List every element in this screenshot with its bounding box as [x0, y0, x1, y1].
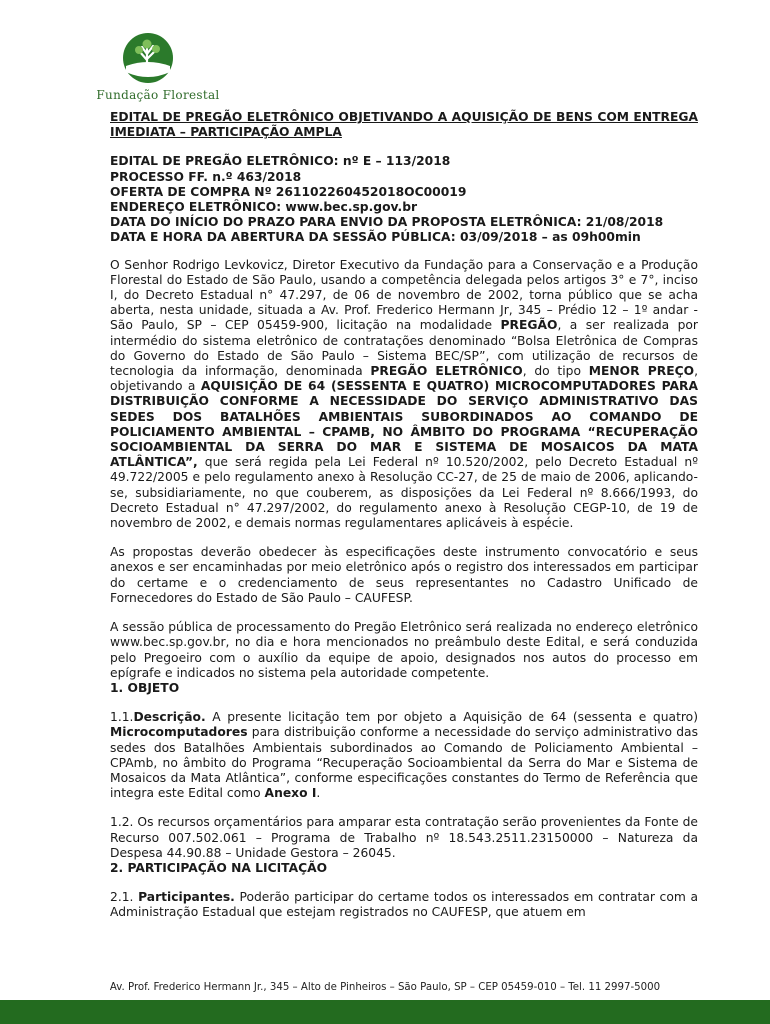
proposals-paragraph: As propostas deverão obedecer às especificações deste instrumento convocatório e seus anexos e ser encaminhadas por meio eletrônico após o registro dos interessados em participar do certame e o credenciamento de seus representantes no Cadastro Unificado de Fornecedores do Estado de São Paulo – CAUFESP. [110, 545, 698, 605]
section-1-1-text-e: . [316, 786, 321, 801]
session-opening-date: DATA E HORA DA ABERTURA DA SESSÃO PÚBLICA: 03/09/2018 – as 09h00min [110, 230, 641, 245]
tree-logo-icon [122, 32, 174, 84]
session-paragraph: A sessão pública de processamento do Pregão Eletrônico será realizada no endereço eletrônico www.bec.sp.gov.br, no dia e hora mencionados no preâmbulo deste Edital, e será conduzida pelo Pregoeiro com o auxílio da equipe de apoio, designados nos autos do processo em epígrafe e indicados no sistema pela autoridade competente. [110, 620, 698, 680]
intro-bold-pregao-eletronico: PREGÃO ELETRÔNICO [370, 364, 523, 379]
section-2-1-label: Participantes. [138, 890, 235, 905]
page-title: EDITAL DE PREGÃO ELETRÔNICO OBJETIVANDO A AQUISIÇÃO DE BENS COM ENTREGA IMEDIATA – PARTICIPAÇÃO AMPLA [110, 110, 698, 140]
section-2-1-paragraph [110, 890, 698, 920]
intro-bold-menor-preco: MENOR PREÇO [588, 364, 695, 379]
section-2-1-text: Poderão participar do certame todos os interessados em contratar com a Administração Estadual que estejam registrados no CAUFESP, que atuem em [110, 890, 698, 920]
footer-address: Av. Prof. Frederico Hermann Jr., 345 – Alto de Pinheiros – São Paulo, SP – CEP 05459-010 – Tel. 11 2997-5000 [109, 982, 661, 993]
section-1-1-text-c: para distribuição conforme a necessidade do serviço administrativo das sedes dos Batalhões Ambientais subordinados ao Comando de Policiamento Ambiental – CPAmb, no âmbito do Programa “Recuperação Socioambiental da Serra do Mar e Sistema de Mosaicos da Mata Atlântica”, conforme especificações constantes do Termo de Referência que integra este Edital como [110, 725, 698, 801]
section-1-1-number: 1.1. [110, 710, 134, 725]
section-2-1-number: 2.1. [110, 890, 139, 905]
proposal-start-date: DATA DO INÍCIO DO PRAZO PARA ENVIO DA PROPOSTA ELETRÔNICA: 21/08/2018 [110, 215, 664, 230]
section-2-heading: 2. PARTICIPAÇÃO NA LICITAÇÃO [110, 860, 328, 875]
intro-text-a: O Senhor Rodrigo Levkovicz, Diretor Executivo da Fundação para a Conservação e a Produção Florestal do Estado de São Paulo, usando a competência delegada pelos artigos 3° e 7°, inciso I, do Decreto Estadual n° 47.297, de 06 de novembro de 2002, torna público que se acha aberta, nesta unidade, situada a Av. Prof. Frederico Hermann Jr, 345 – Prédio 12 – 1º andar - São Paulo, SP – CEP 05459-900, licitação na modalidade [110, 257, 698, 333]
section-1-1-bold-anexo: Anexo I [264, 786, 317, 801]
fundacao-florestal-logo [96, 32, 220, 108]
document-body [110, 110, 698, 921]
intro-text-i: que será regida pela Lei Federal nº 10.520/2002, pelo Decreto Estadual nº 49.722/2005 e pelo regulamento anexo à Resolução CC-27, de 25 de maio de 2006, aplicando-se, subsidiariamente, no que couberem, as disposições da Lei Federal nº 8.666/1993, do Decreto Estadual n° 47.297/2002, do regulamento anexo à Resolução CEGP-10, de 19 de novembro de 2002, e demais normas regulamentares aplicáveis à espécie. [110, 455, 698, 531]
purchase-offer: OFERTA DE COMPRA Nº 261102260452018OC00019 [110, 184, 467, 199]
intro-text-e: , do tipo [522, 364, 589, 379]
section-1-heading: 1. OBJETO [110, 680, 180, 695]
process-number: PROCESSO FF. n.º 463/2018 [110, 169, 302, 184]
logo-name: Fundação Florestal [96, 88, 220, 102]
section-1-2-paragraph: 1.2. Os recursos orçamentários para amparar esta contratação serão provenientes da Fonte de Recurso 007.502.061 – Programa de Trabalho nº 18.543.2511.23150000 – Natureza da Despesa 44.90.88 – Unidade Gestora – 26045. [110, 815, 698, 860]
intro-text-g: , objetivando a [110, 364, 698, 394]
edital-number: EDITAL DE PREGÃO ELETRÔNICO: nº E – 113/2018 [110, 154, 451, 169]
section-1-1-label: Descrição. [133, 710, 206, 725]
intro-bold-object: AQUISIÇÃO DE 64 (SESSENTA E QUATRO) MICROCOMPUTADORES PARA DISTRIBUIÇÃO CONFORME A NECESSIDADE DO SERVIÇO ADMINISTRATIVO DAS SEDES DOS BATALHÕES AMBIENTAIS SUBORDINADOS AO COMANDO DE POLICIAMENTO AMBIENTAL – CPAMB, NO ÂMBITO DO PROGRAMA “RECUPERAÇÃO SOCIOAMBIENTAL DA SERRA DO MAR E SISTEMA DE MOSAICOS DA MATA ATLÂNTICA”, [110, 379, 698, 470]
edital-metadata [110, 154, 698, 245]
footer-green-bar [0, 1000, 770, 1024]
intro-text-c: , a ser realizada por intermédio do sistema eletrônico de contratações denominado “Bolsa Eletrônica de Compras do Governo do Estado de São Paulo – Sistema BEC/SP”, com utilização de recursos de tecnologia da informação, denominada [110, 318, 698, 379]
section-1-1-bold-microcomputadores: Microcomputadores [110, 725, 248, 740]
intro-bold-pregao: PREGÃO [500, 318, 558, 333]
section-1-1-paragraph [110, 710, 698, 801]
intro-paragraph [110, 258, 698, 532]
electronic-address: ENDEREÇO ELETRÔNICO: www.bec.sp.gov.br [110, 200, 418, 215]
section-1-1-text-a: A presente licitação tem por objeto a Aquisição de 64 (sessenta e quatro) [205, 710, 698, 725]
